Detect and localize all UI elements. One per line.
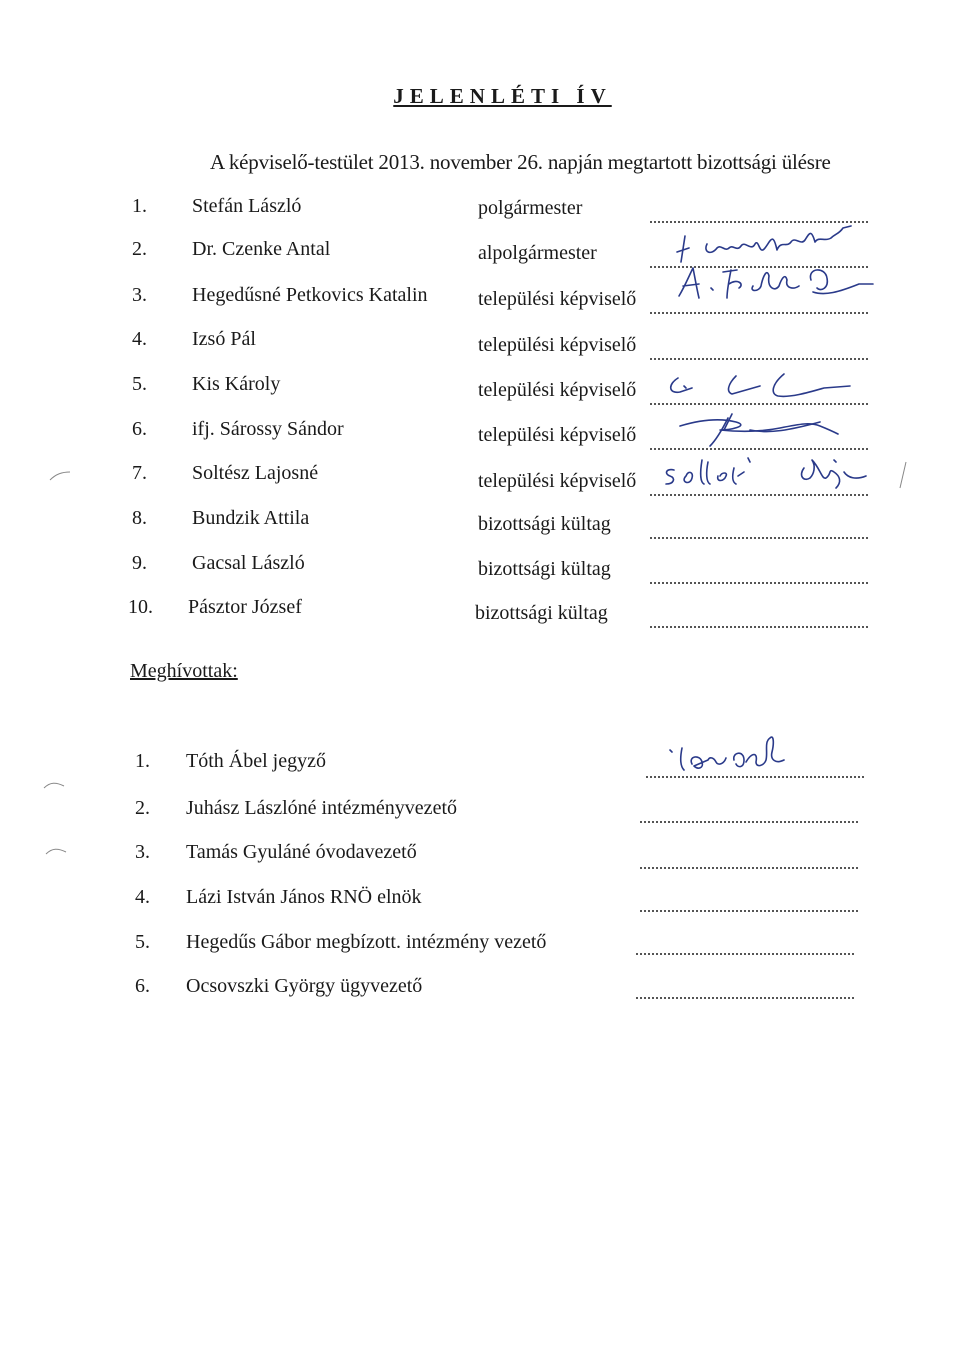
member-name: ifj. Sárossy Sándor: [192, 418, 344, 440]
invited-row: [0, 886, 960, 916]
member-name: Gacsal László: [192, 552, 305, 574]
member-number: 4.: [132, 328, 147, 350]
member-row: [0, 328, 960, 358]
scan-mark: [48, 470, 72, 484]
member-number: 9.: [132, 552, 147, 574]
member-name: Dr. Czenke Antal: [192, 238, 331, 260]
invited-number: 3.: [135, 841, 150, 863]
member-name: Pásztor József: [188, 596, 302, 618]
invited-name: Tamás Gyuláné óvodavezető: [186, 841, 417, 863]
signature-line: [650, 310, 868, 314]
invited-number: 2.: [135, 797, 150, 819]
invited-number: 5.: [135, 931, 150, 953]
signature-line: [650, 624, 868, 628]
member-name: Hegedűsné Petkovics Katalin: [192, 284, 428, 306]
invited-heading: Meghívottak:: [130, 660, 238, 682]
member-role: bizottsági kültag: [478, 558, 611, 580]
signature-line: [636, 995, 854, 999]
member-role: települési képviselő: [478, 470, 637, 492]
signature-line: [650, 580, 868, 584]
member-row: [0, 195, 960, 225]
member-role: polgármester: [478, 197, 583, 219]
scan-mark: [42, 780, 66, 794]
member-role: bizottsági kültag: [475, 602, 608, 624]
member-name: Soltész Lajosné: [192, 462, 319, 484]
member-role: alpolgármester: [478, 242, 597, 264]
handwritten-signature: [660, 368, 860, 408]
invited-row: [0, 797, 960, 827]
invited-name: Tóth Ábel jegyző: [186, 750, 326, 772]
member-number: 2.: [132, 238, 147, 260]
signature-line: [650, 535, 868, 539]
invited-row: [0, 750, 960, 780]
signature-line: [640, 908, 858, 912]
invited-number: 4.: [135, 886, 150, 908]
member-number: 1.: [132, 195, 147, 217]
member-role: települési képviselő: [478, 288, 637, 310]
invited-row: [0, 841, 960, 871]
signature-line: [650, 356, 868, 360]
member-row: [0, 507, 960, 537]
invited-name: Juhász Lászlóné intézményvezető: [186, 797, 457, 819]
member-role: települési képviselő: [478, 334, 637, 356]
member-number: 10.: [128, 596, 153, 618]
member-number: 7.: [132, 462, 147, 484]
signature-line: [640, 819, 858, 823]
member-number: 5.: [132, 373, 147, 395]
member-name: Izsó Pál: [192, 328, 256, 350]
member-number: 6.: [132, 418, 147, 440]
invited-name: Lázi István János RNÖ elnök: [186, 886, 422, 908]
handwritten-signature: [675, 262, 875, 308]
handwritten-signature: [670, 408, 850, 448]
invited-name: Ocsovszki György ügyvezető: [186, 975, 423, 997]
scan-mark: [896, 460, 910, 490]
member-role: bizottsági kültag: [478, 513, 611, 535]
signature-line: [636, 951, 854, 955]
invited-row: [0, 931, 960, 961]
member-role: települési képviselő: [478, 379, 637, 401]
invited-name: Hegedűs Gábor megbízott. intézmény vezető: [186, 931, 547, 953]
document-intro: A képviselő-testület 2013. november 26. napján megtartott bizottsági ülésre: [210, 150, 831, 174]
signature-line: [640, 865, 858, 869]
member-row: [0, 552, 960, 582]
member-name: Kis Károly: [192, 373, 281, 395]
document-title: JELENLÉTI ÍV: [393, 84, 612, 108]
handwritten-signature: [660, 452, 880, 496]
member-name: Stefán László: [192, 195, 302, 217]
invited-row: [0, 975, 960, 1005]
member-name: Bundzik Attila: [192, 507, 310, 529]
invited-number: 1.: [135, 750, 150, 772]
invited-number: 6.: [135, 975, 150, 997]
member-number: 3.: [132, 284, 147, 306]
member-row: [0, 596, 960, 626]
member-number: 8.: [132, 507, 147, 529]
member-role: települési képviselő: [478, 424, 637, 446]
signature-line: [646, 774, 864, 778]
